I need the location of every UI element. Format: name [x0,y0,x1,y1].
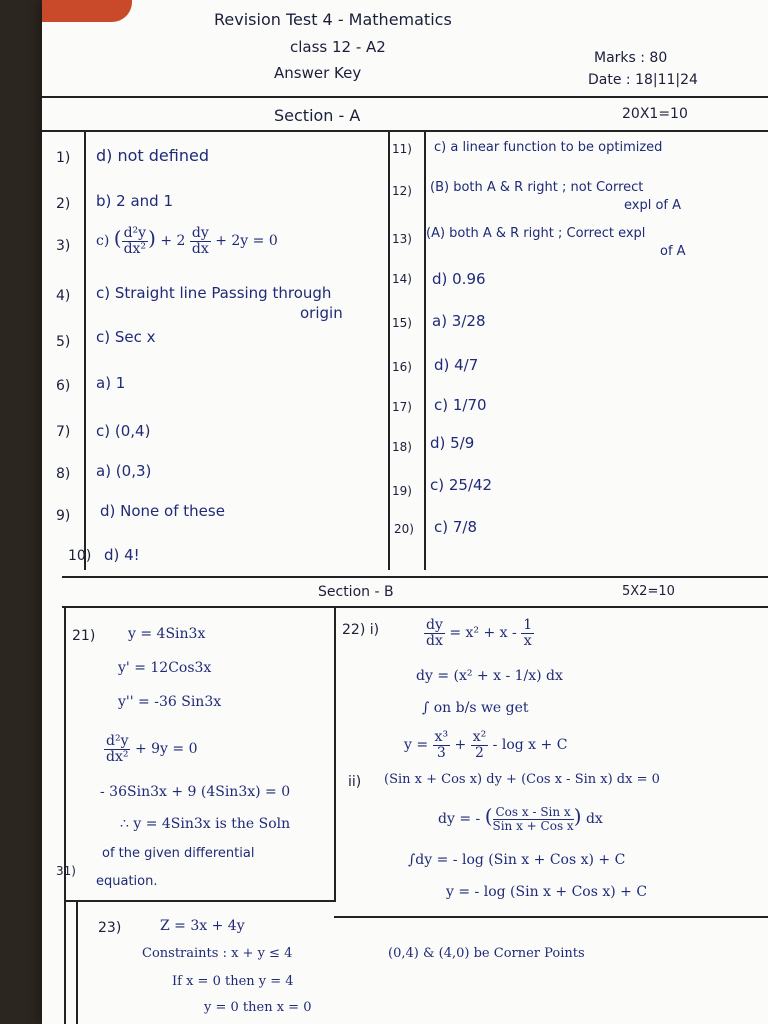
first-derivative-fraction: $\frac{dy}{dx}$ [191,225,209,257]
answer-text-continued: expl of A [624,198,682,213]
question-number: 8) [56,466,71,482]
q21-line-3: y'' = -36 Sin3x [118,694,222,710]
answer-text: c) Straight line Passing through [96,284,332,302]
question-number: 9) [56,508,71,524]
section-b-marks: 5X2=10 [622,584,675,599]
question-number: 5) [56,334,71,350]
section-b-middle-rule [334,606,336,902]
question-number: 18) [392,440,412,454]
marks-label: Marks : 80 [594,50,668,66]
question-number: 10) [68,548,92,564]
question-number: 22) i) [342,622,380,638]
question-number: 19) [392,484,412,498]
section-a-marks: 20X1=10 [622,106,688,122]
answer-key-page [42,0,768,1024]
question-number: 13) [392,232,412,246]
margin-question-number: 31) [56,864,76,878]
question-part-number: ii) [348,774,362,790]
answer-text: c) 7/8 [434,518,478,536]
answer-text: c) a linear function to be optimized [434,140,663,155]
section-a-title: Section - A [274,106,361,125]
answer-text: d) 4/7 [434,356,479,374]
question-number: 23) [98,920,122,936]
question-number: 15) [392,316,412,330]
q21-line-6: ∴ y = 4Sin3x is the Soln [120,816,291,832]
second-derivative-fraction: $\frac{\text{d²y}}{\text{dx²}}$ [123,225,147,257]
question-number: 3) [56,238,71,254]
right-number-column-rule [424,130,426,570]
question-number: 12) [392,184,412,198]
answer-text-continued: of A [660,244,686,259]
answer-text: d) 4! [104,546,140,564]
question-number: 2) [56,196,71,212]
question-number: 6) [56,378,71,394]
answer-option: c) [96,233,110,250]
q22-line-5: (Sin x + Cos x) dy + (Cos x - Sin x) dx = 0 [384,772,660,787]
answer-text-continued: origin [300,304,343,322]
section-a-middle-rule [388,130,390,570]
class-label: class 12 - A2 [290,38,386,56]
q21-line-2: y' = 12Cos3x [118,660,212,676]
q22-line-2: dy = (x² + x - 1/x) dx [416,668,563,684]
q23-line-1: Z = 3x + 4y [160,918,245,934]
answer-text: d) not defined [96,146,209,165]
section-b-divider [62,606,768,608]
section-b-title: Section - B [318,584,394,600]
date-label: Date : 18|11|24 [588,72,698,88]
answer-equation: c) ( $\frac{\text{d²y}}{\text{dx²}}$ ) + 2 $\frac{dy}{dx}$ + 2y = 0 [96,225,278,257]
q22-line-7: ∫dy = - log (Sin x + Cos x) + C [408,852,626,868]
answer-text: d) 5/9 [430,434,475,452]
answer-text: a) 3/28 [432,312,486,330]
q22-line-8: y = - log (Sin x + Cos x) + C [446,884,648,900]
section-b-top-rule [62,576,768,578]
answer-text: c) (0,4) [96,422,151,440]
test-title: Revision Test 4 - Mathematics [214,10,452,29]
answer-text: (A) both A & R right ; Correct expl [426,226,646,241]
q23-line-4: y = 0 then x = 0 [204,1000,312,1015]
q22-line-1: $\frac{dy}{dx}$ = x² + x - $\frac{1}{x}$ [426,617,533,649]
q22-bottom-rule [334,916,768,918]
q21-line-7: of the given differential [102,846,255,861]
question-number: 21) [72,628,96,644]
answer-text: c) 1/70 [434,396,487,414]
q22-line-3: ∫ on b/s we get [422,700,529,716]
answer-key-label: Answer Key [274,64,362,82]
answer-text: a) 1 [96,374,126,392]
section-a-divider [42,130,768,132]
question-number: 17) [392,400,412,414]
answer-text: a) (0,3) [96,462,152,480]
answer-text: c) 25/42 [430,476,493,494]
q21-line-1: y = 4Sin3x [128,626,206,642]
q23-left-rule [76,902,78,1024]
q23-line-2: Constraints : x + y ≤ 4 [142,946,293,961]
q21-line-4: $\frac{\text{d²y}}{\text{dx²}}$ + 9y = 0 [106,733,198,765]
question-number: 16) [392,360,412,374]
answer-text: d) 0.96 [432,270,486,288]
q21-line-8: equation. [96,874,158,889]
question-number: 14) [392,272,412,286]
question-number: 7) [56,424,71,440]
q23-line-3: If x = 0 then y = 4 [172,974,294,989]
header-divider [42,96,768,98]
q21-line-5: - 36Sin3x + 9 (4Sin3x) = 0 [100,784,291,800]
section-b-left-rule [64,606,66,1024]
question-number: 11) [392,142,412,156]
answer-text: c) Sec x [96,328,156,346]
q22-line-6: dy = - ( $\frac{\text{Cos x - Sin x}}{\text{Sin x + Cos x}}$ ) dx [438,804,603,833]
question-number: 1) [56,150,71,166]
page-corner-mark [42,0,132,22]
answer-text: (B) both A & R right ; not Correct [430,180,644,195]
answer-text: b) 2 and 1 [96,192,173,210]
question-number: 4) [56,288,71,304]
q23-corner-points: (0,4) & (4,0) be Corner Points [388,946,585,961]
left-number-column-rule [84,130,86,570]
answer-text: d) None of these [100,502,225,520]
question-number: 20) [394,522,414,536]
q21-bottom-rule [64,900,334,902]
q22-line-4: y = $\frac{\text{x³}}{3}$ + $\frac{\text{x²}}{2}$ - log x + C [404,729,568,761]
